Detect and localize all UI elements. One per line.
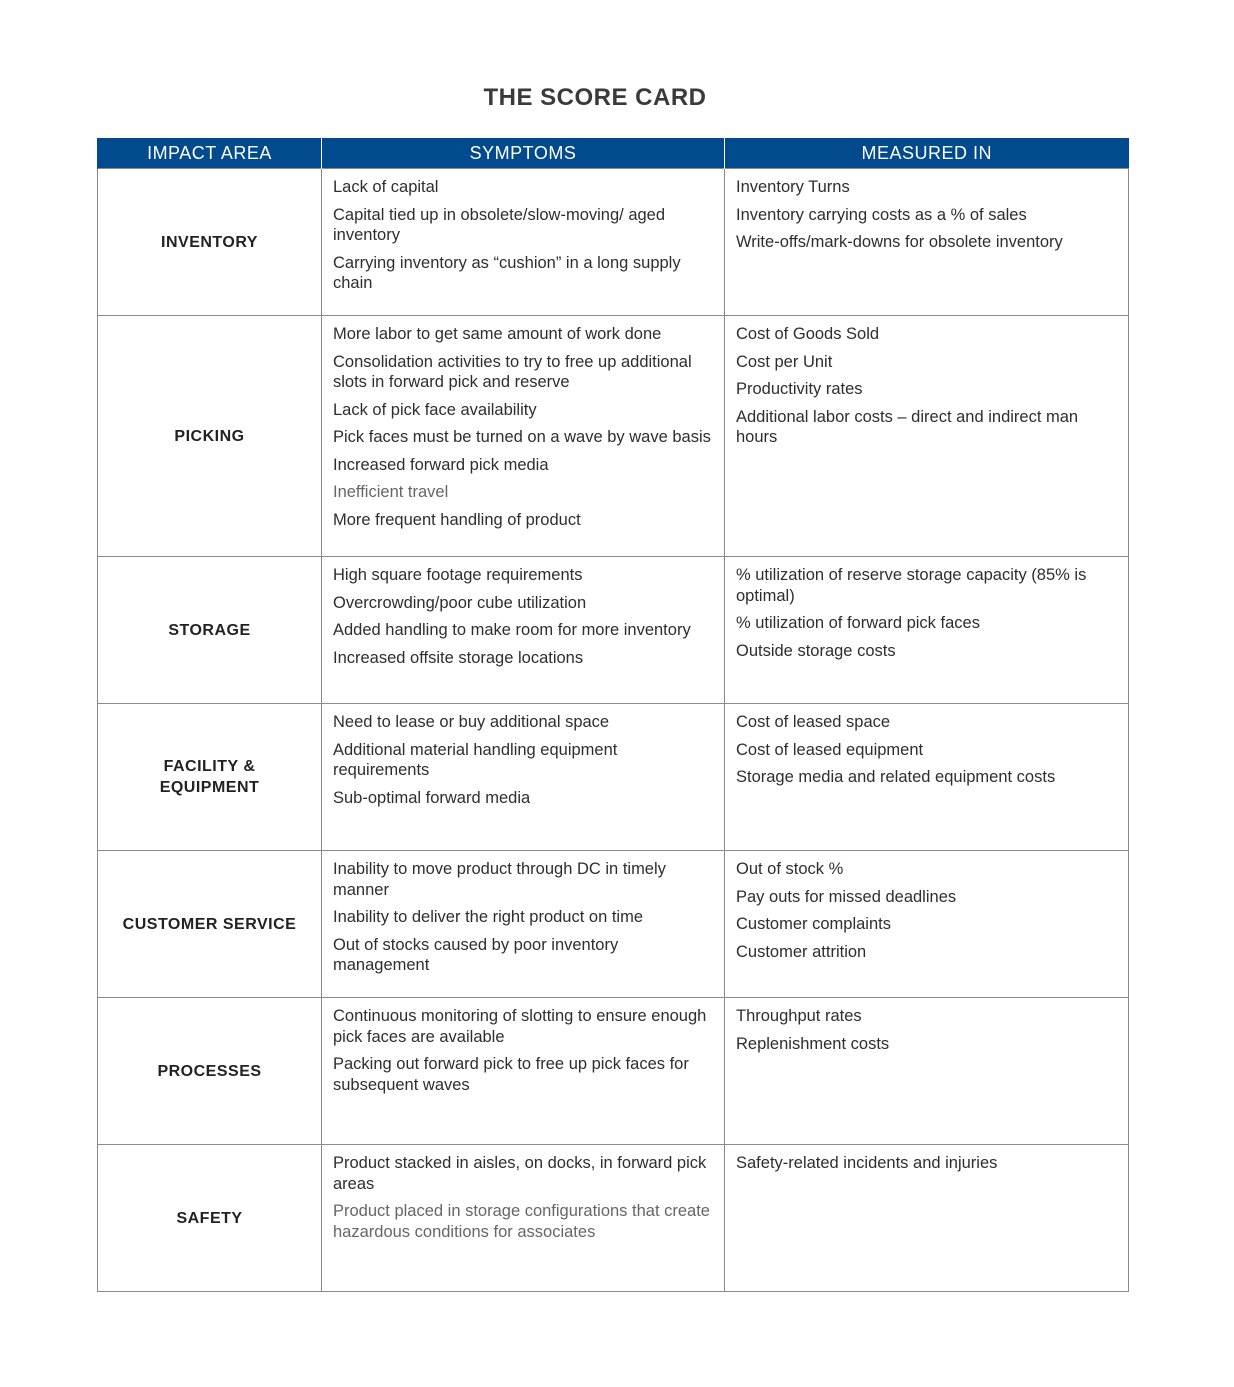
measure-item: Write-offs/mark-downs for obsolete inventory: [736, 233, 1063, 251]
symptom-item: Consolidation activities to try to free up additional slots in forward pick and reserve: [333, 352, 692, 391]
header-symptoms: SYMPTOMS: [322, 138, 725, 169]
symptom-item: Lack of capital: [333, 178, 439, 196]
symptom-item: Added handling to make room for more inventory: [333, 621, 691, 639]
symptoms-cell: [322, 704, 725, 851]
table-row: [98, 704, 1129, 851]
symptom-item: Overcrowding/poor cube utilization: [333, 593, 587, 612]
symptom-item: Additional material handling equipment requirements: [333, 740, 618, 779]
symptom-item: More frequent handling of product: [333, 510, 581, 529]
symptom-item: Sub-optimal forward media: [333, 788, 531, 807]
measure-item: Outside storage costs: [736, 641, 896, 660]
measure-item: Out of stock %: [736, 860, 844, 878]
impact-area-cell: CUSTOMER SERVICE: [98, 851, 322, 998]
measure-item: Customer attrition: [736, 942, 867, 961]
symptoms-cell: [322, 851, 725, 998]
table-row: [98, 557, 1129, 704]
symptom-item: Out of stocks caused by poor inventory management: [333, 935, 619, 974]
symptom-item: Inefficient travel: [333, 483, 449, 501]
table-row: [98, 1145, 1129, 1292]
measure-item: Customer complaints: [736, 915, 891, 933]
impact-area-cell: FACILITY & EQUIPMENT: [98, 704, 322, 851]
page-title: THE SCORE CARD: [483, 84, 707, 111]
measured-in-cell: [725, 316, 1129, 557]
score-card-table: [97, 138, 1129, 1292]
measure-item: Cost of leased equipment: [736, 740, 924, 759]
measured-in-cell: [725, 704, 1129, 851]
symptoms-cell: [322, 169, 725, 316]
impact-area-cell: STORAGE: [98, 557, 322, 704]
table-row: [98, 998, 1129, 1145]
symptom-item: Need to lease or buy additional space: [333, 713, 610, 731]
measure-item: Throughput rates: [736, 1007, 862, 1025]
symptom-item: Carrying inventory as “cushion” in a long supply chain: [333, 253, 681, 292]
symptom-item: Inability to deliver the right product on time: [333, 908, 643, 926]
symptoms-cell: [322, 557, 725, 704]
header-impact-area: IMPACT AREA: [98, 138, 322, 169]
header-measured-in: MEASURED IN: [725, 138, 1129, 169]
measure-item: Inventory carrying costs as a % of sales: [736, 205, 1027, 224]
measure-item: % utilization of reserve storage capacity (85% is optimal): [736, 566, 1087, 605]
measure-item: Inventory Turns: [736, 178, 850, 196]
symptom-item: Inability to move product through DC in timely manner: [333, 860, 666, 899]
impact-area-cell: PROCESSES: [98, 998, 322, 1145]
measure-item: Storage media and related equipment costs: [736, 768, 1056, 786]
table-row: [98, 169, 1129, 316]
measure-item: Safety-related incidents and injuries: [736, 1154, 998, 1172]
measure-item: Cost of Goods Sold: [736, 325, 880, 343]
symptoms-cell: [322, 316, 725, 557]
symptom-item: Increased offsite storage locations: [333, 648, 584, 667]
measured-in-cell: [725, 851, 1129, 998]
symptom-item: Continuous monitoring of slotting to ensure enough pick faces are available: [333, 1007, 707, 1046]
symptom-item: Increased forward pick media: [333, 455, 549, 474]
symptoms-cell: [322, 998, 725, 1145]
measured-in-cell: [725, 1145, 1129, 1292]
symptom-item: High square footage requirements: [333, 566, 583, 584]
measure-item: Additional labor costs – direct and indirect man hours: [736, 407, 1079, 446]
measure-item: Productivity rates: [736, 380, 863, 398]
table-row: [98, 316, 1129, 557]
measured-in-cell: [725, 998, 1129, 1145]
symptom-item: More labor to get same amount of work done: [333, 325, 662, 343]
symptom-item: Lack of pick face availability: [333, 400, 537, 419]
measure-item: Cost of leased space: [736, 713, 891, 731]
measured-in-cell: [725, 557, 1129, 704]
measure-item: Cost per Unit: [736, 352, 833, 371]
symptoms-cell: [322, 1145, 725, 1292]
measured-in-cell: [725, 169, 1129, 316]
measure-item: Replenishment costs: [736, 1034, 890, 1053]
measure-item: % utilization of forward pick faces: [736, 614, 980, 632]
symptom-item: Capital tied up in obsolete/slow-moving/ aged inventory: [333, 205, 666, 244]
impact-area-cell: SAFETY: [98, 1145, 322, 1292]
symptom-item: Pick faces must be turned on a wave by wave basis: [333, 428, 711, 446]
symptom-item: Product stacked in aisles, on docks, in forward pick areas: [333, 1154, 707, 1193]
table-row: [98, 851, 1129, 998]
impact-area-cell: INVENTORY: [98, 169, 322, 316]
impact-area-cell: PICKING: [98, 316, 322, 557]
measure-item: Pay outs for missed deadlines: [736, 887, 957, 906]
symptom-item: Packing out forward pick to free up pick faces for subsequent waves: [333, 1055, 689, 1094]
header-row: [98, 138, 1129, 169]
symptom-item: Product placed in storage configurations that create hazardous conditions for associates: [333, 1202, 710, 1241]
